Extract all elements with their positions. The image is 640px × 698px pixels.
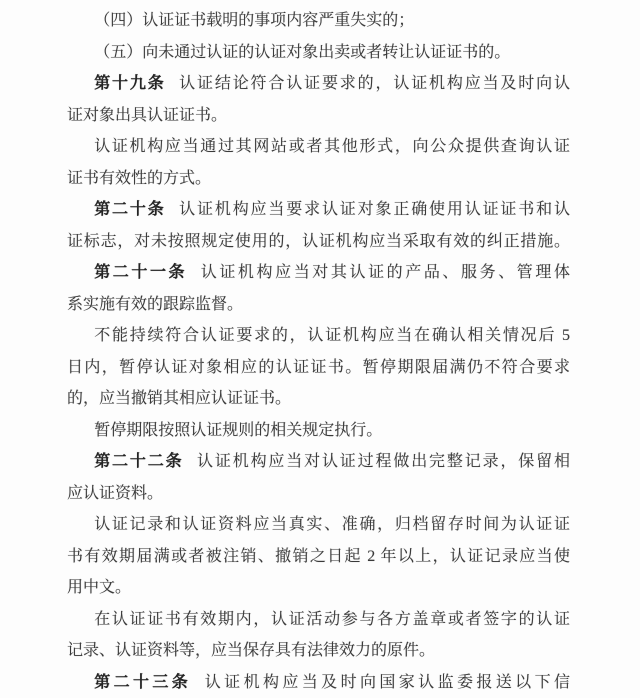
text-line [67,226,570,258]
article-number: 第二十一条 [94,264,187,281]
article-line [67,667,570,698]
line-text: 书有效期届满或者被注销、撤销之日起 2 年以上，认证记录应当使 [67,548,570,565]
line-text: 认证机构应当及时向国家认监委报送以下信 [205,674,570,691]
text-line [67,635,570,667]
text-line [67,572,570,604]
line-text: 系实施有效的跟踪监督。 [67,296,243,313]
line-text: 用中文。 [67,579,131,596]
article-number: 第二十条 [94,201,165,218]
line-text: 认证结论符合认证要求的，认证机构应当及时向认 [179,75,570,92]
text-line [67,383,570,415]
text-line [67,352,570,384]
text-line [67,289,570,321]
line-text: 证书有效性的方式。 [67,170,211,187]
line-text: 日内，暂停认证对象相应的认证证书。暂停期限届满仍不符合要求 [67,359,570,376]
line-text: 的，应当撤销其相应认证证书。 [67,390,291,407]
article-line [67,194,570,226]
line-text: 记录、认证资料等，应当保存具有法律效力的原件。 [67,642,435,659]
text-line [67,100,570,132]
line-text: 认证机构应当要求认证对象正确使用认证证书和认 [179,201,570,218]
text-line [67,509,570,541]
line-text: 认证机构应当对认证过程做出完整记录，保留相 [197,453,570,470]
article-number: 第二十二条 [94,453,183,470]
line-text: 认证记录和认证资料应当真实、准确，归档留存时间为认证证 [94,516,570,533]
line-text: 不能持续符合认证要求的，认证机构应当在确认相关情况后 5 [94,327,570,344]
article-number: 第二十三条 [94,674,191,691]
text-line [67,478,570,510]
line-text: 应认证资料。 [67,485,163,502]
line-text: 暂停期限按照认证规则的相关规定执行。 [94,422,382,439]
text-line [67,131,570,163]
line-text: 认证机构应当通过其网站或者其他形式，向公众提供查询认证 [94,138,570,155]
line-text: 证标志，对未按照规定使用的，认证机构应当采取有效的纠正措施。 [67,233,570,250]
article-line [67,257,570,289]
text-line [67,5,570,37]
line-text: 认证机构应当对其认证的产品、服务、管理体 [201,264,570,281]
text-line [67,37,570,69]
article-line [67,446,570,478]
article-line [67,68,570,100]
article-number: 第十九条 [94,75,165,92]
text-line [67,541,570,573]
text-line [67,163,570,195]
text-line [67,415,570,447]
line-text: （五）向未通过认证的认证对象出卖或者转让认证证书的。 [94,44,510,61]
line-text: 证对象出具认证证书。 [67,107,227,124]
text-line [67,604,570,636]
text-line [67,320,570,352]
line-text: （四）认证证书载明的事项内容严重失实的； [94,12,414,29]
line-text: 在认证证书有效期内，认证活动参与各方盖章或者签字的认证 [94,611,570,628]
